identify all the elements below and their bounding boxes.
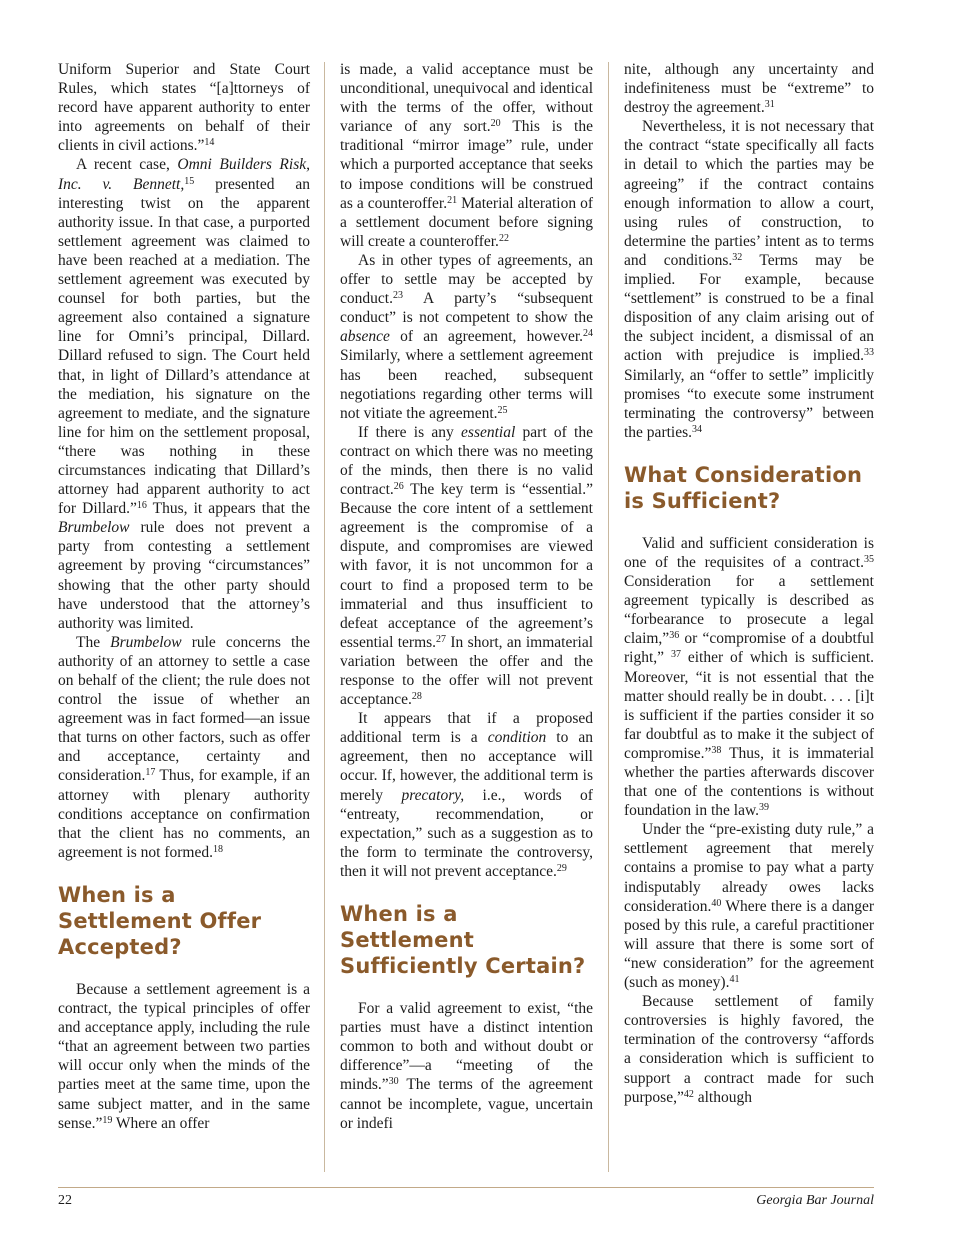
paragraph: Under the “pre-existing duty rule,” a settlement agreement that merely contains a promise to pay what a party indisputably already owes lacks consideration.$^{40}$ Where there is a danger posed by this rule, a careful practitioner will assure that there is some sort of “new consideration” for the agreement (such as money).$^{41}$ xyxy=(624,821,874,992)
footnote-ref: 27 xyxy=(436,633,447,645)
paragraph: Because a settlement agreement is a contract, the typical principles of offer and acceptance apply, including the rule “that an agreement between two parties will occur only when the minds of the parties meet at the same time, upon the same subject matter, and in the same sense.”$^{19}$ Where an offer xyxy=(58,980,310,1132)
footnote-ref: 23 xyxy=(392,290,403,302)
footnote-ref: 35 xyxy=(864,553,874,565)
footnote-ref: 17 xyxy=(145,767,156,779)
footnote-ref: 24 xyxy=(583,328,593,340)
footer-rule xyxy=(58,1187,874,1188)
paragraph: Uniform Superior and State Court Rules, which states “[a]ttorneys of record have apparent authority to enter into agreements on behalf of their clients in civil actions.”$^{14}$ xyxy=(58,61,310,155)
footnote-ref: 21 xyxy=(447,194,458,206)
footnote-ref: 41 xyxy=(729,974,740,986)
footnote-ref: 34 xyxy=(692,423,703,435)
footnote-ref: 22 xyxy=(498,232,509,244)
footnote-ref: 26 xyxy=(393,481,404,493)
footnote-ref: 33 xyxy=(864,347,874,359)
footnote-ref: 18 xyxy=(212,843,223,855)
column-divider xyxy=(324,62,325,1172)
section-heading: When is a Settlement Offer Accepted? xyxy=(58,882,262,959)
footnote-ref: 29 xyxy=(556,862,567,874)
paragraph: Nevertheless, it is not necessary that the contract “state specifically all facts in detail to which the parties may be agreeing” if the contract contains enough information to allow a court, using rules of construction, to determine the parties’ intent as to terms and conditions.$^{32}$ Terms may be implied. For example, because “settlement” is construed to be a final disposition of any claim arising out of the subject incident, a dismissal of an action with prejudice is implied.$^{33}$ Similarly, an “offer to settle” implicitly promises “to execute some instrument terminating the controversy” between the parties.$^{34}$ xyxy=(624,118,874,441)
footnote-ref: 32 xyxy=(732,251,743,263)
footnote-ref: 19 xyxy=(102,1114,113,1126)
paragraph: nite, although any uncertainty and indefiniteness must be “extreme” to destroy the agreement.$^{31}$ xyxy=(624,61,874,117)
page-number: 22 xyxy=(58,1193,72,1208)
footnote-ref: 16 xyxy=(136,500,147,512)
journal-name: Georgia Bar Journal xyxy=(756,1193,874,1208)
paragraph: A recent case, Omni Builders Risk, Inc. v. Bennett,$^{15}$ presented an interesting twist on the apparent authority issue. In that case, a purported settlement agreement was claimed to have been reached at a mediation. The settlement agreement was executed by counsel for both parties, but the agreement also contained a signature line for Omni’s principal, Dillard. Dillard refused to sign. The Court held that, in light of Dillard’s attendance at the mediation, his signature on the agreement to mediate, and the signature line for him on the settlement proposal, “there was nothing in these circumstances indicating that Dillard’s attorney had apparent authority to act for Dillard.”$^{16}$ Thus, it appears that the Brumbelow rule does not prevent a party from contesting a settlement agreement by proving “circumstances” showing that the other party should have understood that the attorney’s authority was limited. xyxy=(58,156,311,632)
section-heading: When is a Settlement Sufficiently Certain? xyxy=(340,902,586,979)
footnote-ref: 36 xyxy=(669,630,680,642)
footnote-ref: 28 xyxy=(411,691,422,703)
footnote-ref: 37 xyxy=(670,649,681,661)
section-heading: What Consideration is Sufficient? xyxy=(624,462,863,513)
footnote-ref: 39 xyxy=(759,802,770,814)
paragraph: It appears that if a proposed additional term is a condition to an agreement, then no acceptance will occur. If, however, the additional term is merely precatory, i.e., words of “entreaty, recommendation, or expectation,” such as a suggestion as to the form to terminate the controversy, then it will not prevent acceptance.$^{29}$ xyxy=(340,710,593,880)
footnote-ref: 42 xyxy=(683,1088,694,1100)
case-citation: Omni Builders Risk, Inc. v. Bennett, xyxy=(58,156,310,193)
footnote-ref: 40 xyxy=(711,897,722,909)
column-divider xyxy=(608,62,609,1172)
paragraph: For a valid agreement to exist, “the parties must have a distinct intention common to both and without doubt or difference”—a “meeting of the minds.”$^{30}$ The terms of the agreement cannot be incomplete, vague, uncertain or indefi xyxy=(340,1000,593,1132)
footnote-ref: 25 xyxy=(497,404,508,416)
paragraph: As in other types of agreements, an offer to settle may be accepted by conduct.$^{23}$ A party’s “subsequent conduct” is not competent to show the absence of an agreement, however.$^{24}$ Similarly, where a settlement agreement has been reached, subsequent negotiations regarding other terms will not vitiate the agreement.$^{25}$ xyxy=(340,251,593,422)
paragraph: If there is any essential part of the contract on which there was no meeting of the minds, then there is no valid contract.$^{26}$ The key term is “essential.” Because the core intent of a settlement agreement is the compromise of a dispute, and compromises are viewed with favor, it is not uncommon for a court to find a proposed term to be immaterial and thus insufficient to defeat acceptance of the agreement’s essential terms.$^{27}$ In short, an immaterial variation between the offer and the response to the offer will not prevent acceptance.$^{28}$ xyxy=(340,423,594,709)
paragraph: Because settlement of family controversies is highly favored, the termination of the controversy “affords a consideration which is sufficient to support a contract made for such purpose,”$^{42}$ although xyxy=(624,993,874,1106)
footnote-ref: 30 xyxy=(388,1076,399,1088)
paragraph: The Brumbelow rule concerns the authority of an attorney to settle a case on behalf of the client; the rule does not control the issue of whether an agreement was in fact formed—an issue that turns on other factors, such as offer and acceptance, certainty and consideration.$^{17}$ Thus, for example, if an attorney with plenary authority conditions acceptance on confirmation that the client has no comments, an agreement is not formed.$^{18}$ xyxy=(58,633,310,861)
column-2 xyxy=(340,60,593,1133)
footnote-ref: 15 xyxy=(184,175,195,187)
footnote-ref: 14 xyxy=(204,137,215,149)
column-1 xyxy=(58,60,310,1133)
footnote-ref: 31 xyxy=(764,99,775,111)
footnote-ref: 20 xyxy=(490,118,501,130)
column-3 xyxy=(624,60,874,1107)
paragraph: is made, a valid acceptance must be unconditional, unequivocal and identical with the terms of the offer, without variance of any sort.$^{20}$ This is the traditional “mirror image” rule, under which a purported acceptance that seeks to impose conditions will be construed as a counteroffer.$^{21}$ Material alteration of a settlement document before signing will create a counteroffer.$^{22}$ xyxy=(340,61,593,250)
footnote-ref: 38 xyxy=(711,744,722,756)
paragraph: Valid and sufficient consideration is one of the requisites of a contract.$^{35}$ Consideration for a settlement agreement typically is described as “forbearance to prosecute a legal claim,”$^{36}$ or “compromise of a doubtful right,” $^{37}$ either of which is sufficient. Moreover, “it is not essential that the matter should really be in doubt. . . . [i]t is sufficient if the parties consider it so far doubtful as to make it the subject of compromise.”$^{38}$ Thus, it is immaterial whether the parties afterwards discover that one of the contentions is without foundation in the law.$^{39}$ xyxy=(624,534,874,820)
